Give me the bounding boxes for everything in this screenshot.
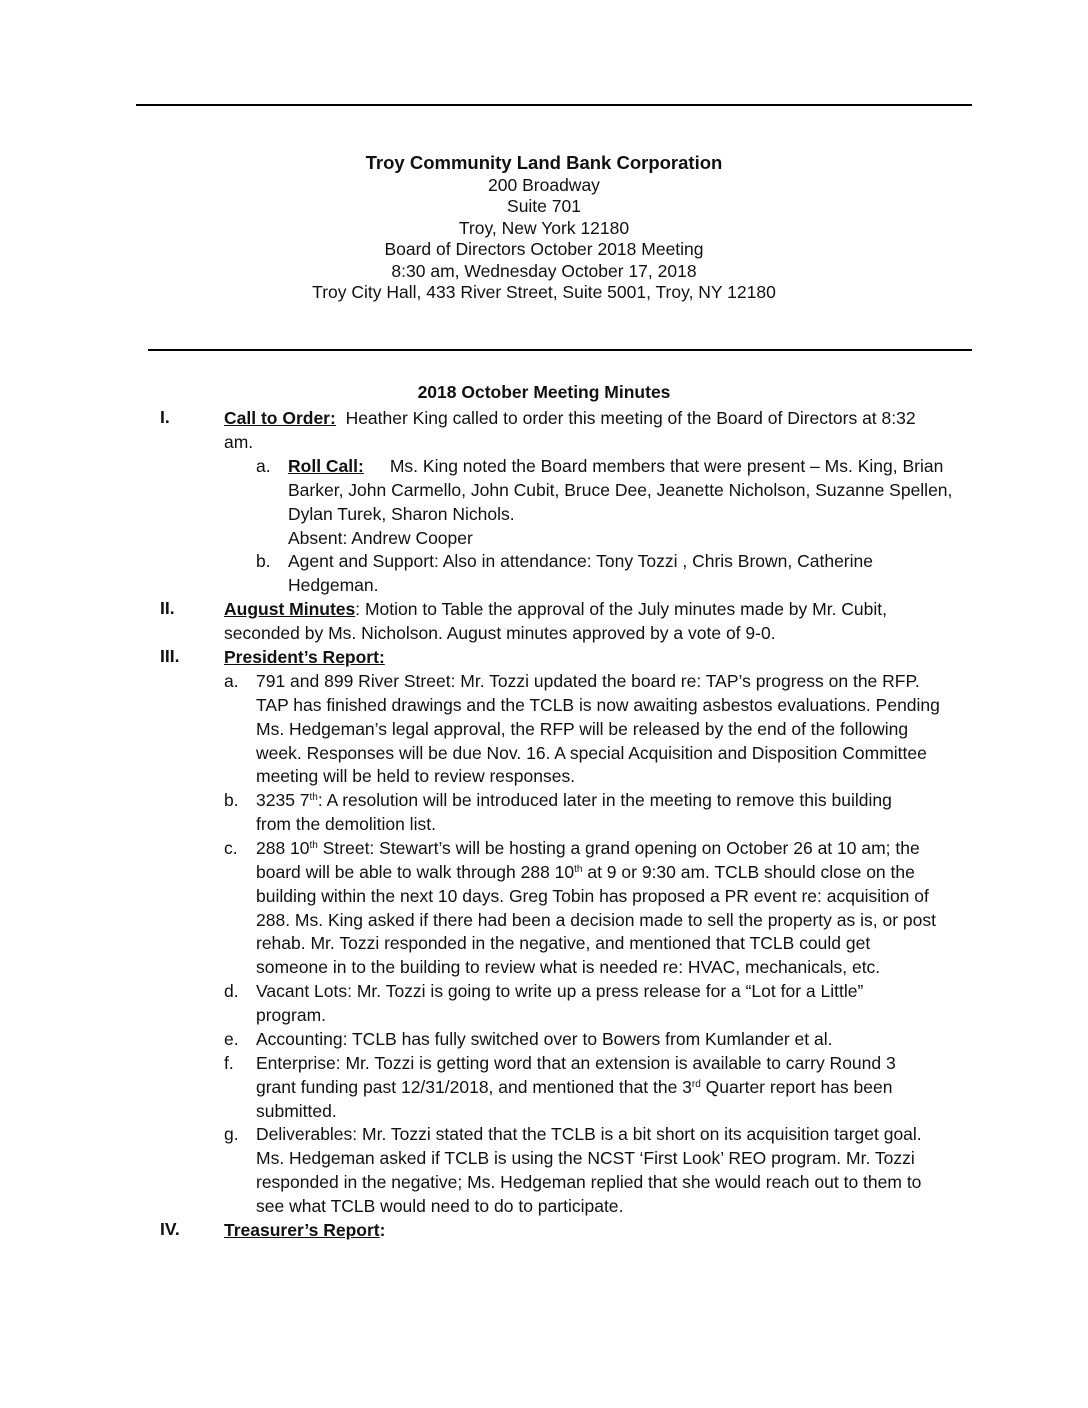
organization-name: Troy Community Land Bank Corporation [365, 152, 723, 173]
item-3g-line-4: see what TCLB would need to do to participate. [256, 1196, 624, 1216]
section-2-text: : Motion to Table the approval of the July minutes made by Mr. Cubit, [355, 599, 888, 619]
item-3b-line-1 [256, 788, 892, 812]
top-rule [136, 104, 972, 106]
item-3b-letter: b. [224, 790, 239, 810]
item-3a-line-1: 791 and 899 River Street: Mr. Tozzi updated the board re: TAP’s progress on the RFP. [256, 671, 920, 691]
item-3f-text-a: grant funding past 12/31/2018, and mentioned that the 3 [256, 1077, 692, 1097]
item-3c-sup-1: th [309, 840, 318, 851]
item-3f-line-3: submitted. [256, 1101, 337, 1121]
address-line-street: 200 Broadway [488, 174, 600, 195]
address-line-suite: Suite 701 [507, 196, 581, 216]
section-1-line-2: am. [224, 432, 254, 452]
section-number-1: I. [160, 407, 170, 427]
section-2-line-2: seconded by Ms. Nicholson. August minutes approved by a vote of 9-0. [224, 623, 776, 643]
august-minutes-heading: August Minutes [224, 599, 356, 619]
item-3c-line-5: rehab. Mr. Tozzi responded in the negative, and mentioned that TCLB could get [256, 933, 871, 953]
item-3f-sup: rd [691, 1079, 701, 1090]
item-3g-line-1: Deliverables: Mr. Tozzi stated that the TCLB is a bit short on its acquisition target goal. [256, 1124, 922, 1144]
item-3f-text-b: Quarter report has been [700, 1077, 893, 1097]
item-3c-line-4: 288. Ms. King asked if there had been a decision made to sell the property as is, or post [256, 910, 936, 930]
item-1b-line-1: Agent and Support: Also in attendance: Tony Tozzi , Chris Brown, Catherine [288, 551, 873, 571]
header-bottom-rule [148, 349, 972, 351]
treasurers-report-heading: Treasurer’s Report [224, 1220, 380, 1240]
item-3c-line-1 [256, 836, 920, 860]
section-3-heading-line [224, 645, 385, 669]
section-1-text: Heather King called to order this meeting of the Board of Directors at 8:32 [345, 408, 916, 428]
meeting-location: Troy City Hall, 433 River Street, Suite 5001, Troy, NY 12180 [312, 282, 776, 302]
address-line-city: Troy, New York 12180 [458, 217, 630, 238]
item-3g-letter: g. [224, 1124, 239, 1144]
item-3c-text-d: at 9 or 9:30 am. TCLB should close on the [582, 862, 915, 882]
item-3b-text-a: 3235 7 [256, 790, 310, 810]
item-3g-line-3: responded in the negative; Ms. Hedgeman replied that she would reach out to them to [256, 1172, 922, 1192]
item-3a-line-3: Ms. Hedgeman’s legal approval, the RFP will be released by the end of the following [256, 719, 909, 739]
item-3f-line-1: Enterprise: Mr. Tozzi is getting word that an extension is available to carry Round 3 [256, 1053, 896, 1073]
item-1b-letter: b. [256, 551, 271, 571]
item-3c-text-c: board will be able to walk through 288 10 [256, 862, 575, 882]
item-3c-sup-2: th [574, 864, 583, 875]
item-1a-letter: a. [256, 456, 271, 476]
item-3c-line-2 [256, 860, 915, 884]
item-1a-line-3: Dylan Turek, Sharon Nichols. [288, 504, 515, 524]
item-3c-letter: c. [224, 838, 238, 858]
item-3d-line-1: Vacant Lots: Mr. Tozzi is going to write up a press release for a “Lot for a Little” [256, 981, 864, 1001]
item-1a-line-2: Barker, John Carmello, John Cubit, Bruce Dee, Jeanette Nicholson, Suzanne Spellen, [288, 480, 953, 500]
item-3c-text-a: 288 10 [256, 838, 310, 858]
document-header [136, 152, 952, 304]
item-3a-line-5: meeting will be held to review responses. [256, 766, 576, 786]
item-3c-line-3: building within the next 10 days. Greg Tobin has proposed a PR event re: acquisition of [256, 886, 929, 906]
item-3c-text-b: Street: Stewart’s will be hosting a grand opening on October 26 at 10 am; the [317, 838, 920, 858]
item-3e-line-1: Accounting: TCLB has fully switched over to Bowers from Kumlander et al. [256, 1029, 833, 1049]
section-number-3: III. [160, 646, 180, 666]
presidents-report-heading: President’s Report: [224, 647, 385, 667]
call-to-order-heading: Call to Order: [224, 408, 336, 428]
treasurers-report-colon: : [379, 1220, 386, 1240]
item-1a-line-1 [288, 454, 943, 478]
section-1-line-1 [224, 406, 916, 430]
item-3a-letter: a. [224, 671, 239, 691]
item-3b-line-2: from the demolition list. [256, 814, 436, 834]
item-3f-letter: f. [224, 1053, 234, 1073]
item-3d-letter: d. [224, 981, 239, 1001]
item-3g-line-2: Ms. Hedgeman asked if TCLB is using the NCST ‘First Look’ REO program. Mr. Tozzi [256, 1148, 915, 1168]
item-3f-line-2 [256, 1075, 892, 1099]
item-3c-line-6: someone in to the building to review what is needed re: HVAC, mechanicals, etc. [256, 957, 881, 977]
item-3a-line-4: week. Responses will be due Nov. 16. A special Acquisition and Disposition Committee [256, 743, 927, 763]
item-3b-text-b: : A resolution will be introduced later in the meeting to remove this building [317, 790, 892, 810]
section-2-line-1 [224, 597, 887, 621]
section-number-4: IV. [160, 1219, 180, 1239]
minutes-title: 2018 October Meeting Minutes [417, 382, 671, 402]
meeting-datetime: 8:30 am, Wednesday October 17, 2018 [391, 260, 697, 281]
item-1a-absent: Absent: Andrew Cooper [288, 528, 473, 548]
item-3e-letter: e. [224, 1029, 239, 1049]
roll-call-text: Ms. King noted the Board members that were present – Ms. King, Brian [389, 456, 944, 476]
roll-call-heading: Roll Call: [288, 456, 364, 476]
item-3a-line-2: TAP has finished drawings and the TCLB is now awaiting asbestos evaluations. Pending [256, 695, 940, 715]
item-1b-line-2: Hedgeman. [288, 575, 379, 595]
item-3b-sup: th [309, 792, 318, 803]
item-3d-line-2: program. [256, 1005, 327, 1025]
section-number-2: II. [160, 598, 175, 618]
section-4-heading-line [224, 1218, 385, 1242]
meeting-name: Board of Directors October 2018 Meeting [384, 239, 704, 259]
